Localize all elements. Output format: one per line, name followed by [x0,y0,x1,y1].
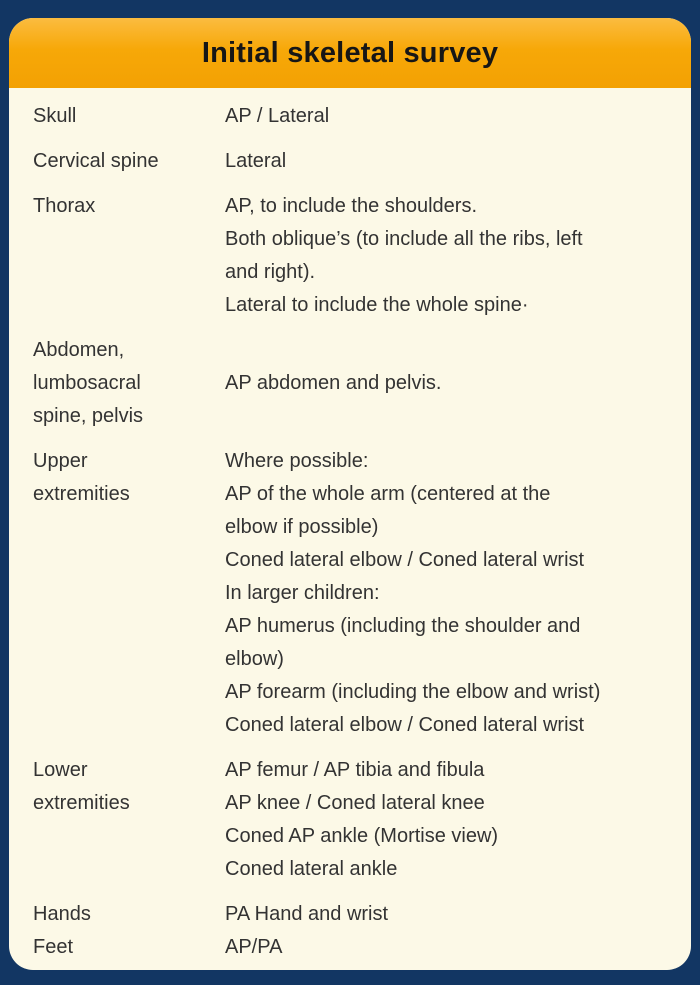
value-line: AP knee / Coned lateral knee [225,792,485,814]
survey-table [9,88,691,964]
table-row [33,190,675,322]
row-value [225,931,675,964]
row-value [225,445,675,742]
value-line: Coned lateral ankle [225,858,398,880]
label-line: extremities [33,792,130,814]
row-value [225,754,675,886]
value-line: Coned lateral elbow / Coned lateral wrist [225,714,585,736]
table-row [33,334,675,433]
label-line: Abdomen, [33,339,125,361]
label-line: Hands [33,903,91,925]
table-row [33,931,675,964]
label-line: Upper [33,450,88,472]
label-line: lumbosacral [33,372,141,394]
table-row [33,898,675,931]
row-label [33,754,225,820]
value-line: PA Hand and wrist [225,903,389,925]
value-line: AP humerus (including the shoulder and [225,615,581,637]
row-value [225,898,675,931]
row-label [33,145,225,178]
value-line: elbow) [225,648,284,670]
card-header [9,18,691,88]
value-line: In larger children: [225,582,380,604]
row-label [33,334,225,433]
label-line: extremities [33,483,130,505]
row-value [225,367,675,400]
row-value [225,100,675,133]
label-line: Skull [33,105,77,127]
row-value [225,190,675,322]
value-line: AP / Lateral [225,105,330,127]
row-label [33,100,225,133]
row-label [33,898,225,931]
row-label [33,931,225,964]
table-row [33,100,675,133]
label-line: Cervical spine [33,150,159,172]
row-label [33,445,225,511]
value-line: Coned AP ankle (Mortise view) [225,825,499,847]
row-label [33,190,225,223]
value-line: Lateral to include the whole spine· [225,294,529,316]
survey-card [9,18,691,970]
label-line: Feet [33,936,74,958]
value-line: AP/PA [225,936,283,958]
value-line: elbow if possible) [225,516,379,538]
value-line: AP femur / AP tibia and fibula [225,759,485,781]
value-line: and right). [225,261,316,283]
value-line: Where possible: [225,450,369,472]
label-line: Thorax [33,195,96,217]
value-line: AP, to include the shoulders. [225,195,478,217]
page-title: Initial skeletal survey [201,36,499,69]
value-line: Lateral [225,150,287,172]
value-line: AP of the whole arm (centered at the [225,483,551,505]
row-value [225,145,675,178]
value-line: AP abdomen and pelvis. [225,372,442,394]
label-line: Lower [33,759,88,781]
value-line: Coned lateral elbow / Coned lateral wrist [225,549,585,571]
table-row [33,145,675,178]
label-line: spine, pelvis [33,405,144,427]
value-line: AP forearm (including the elbow and wrist) [225,681,601,703]
table-row [33,445,675,742]
table-row [33,754,675,886]
value-line: Both oblique’s (to include all the ribs, left [225,228,583,250]
